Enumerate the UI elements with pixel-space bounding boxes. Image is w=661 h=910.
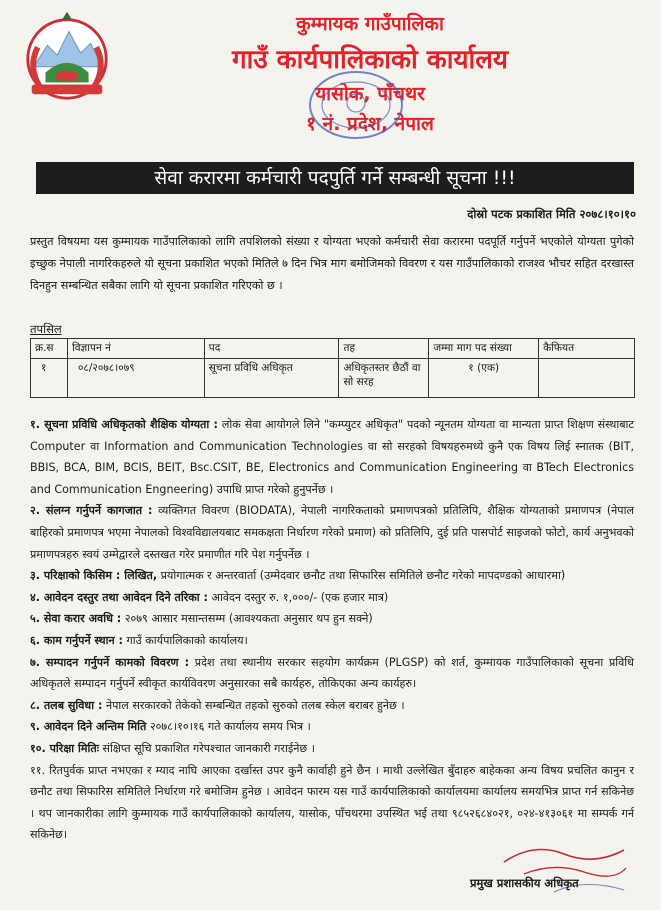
col-header-post: पद	[204, 339, 339, 359]
item-label: २. संलग्न गर्नुपर्ने कागजात :	[30, 504, 153, 518]
signature-scribble-icon	[494, 832, 634, 910]
list-item	[30, 695, 634, 717]
office-stamp-icon	[300, 66, 412, 144]
cell-level: अधिकृतस्तर छैठौं वा सो सरह	[339, 359, 429, 398]
item-label: ५. सेवा करार अवधि :	[30, 612, 122, 626]
intro-paragraph: प्रस्तुत विषयमा यस कुम्मायक गाउँपालिकाको लागि तपशिलको संख्या र योग्यता भएको कर्मचारी सेवा करारमा पदपूर्ति गर्नुपर्ने भएकोले योग्यता पुगेको इच्छुक नेपाली नागरिकहरुले यो सूचना प्रकाशित भएको मितिले ७ दिन भित्र माग बमोजिमको विवरण र यस गाउँपालिकाको राजश्व भौचर सहित दरखास्त दिनहुन सम्बन्धित सबैका लागि यो सूचना प्रकाशित गरिएको छ ।	[30, 235, 634, 292]
table-caption: तपसिल	[30, 322, 62, 336]
item-text: संक्षिप्त सूचि प्रकाशित गरेपश्चात जानकारी गराईनेछ ।	[98, 741, 315, 755]
list-item	[30, 652, 634, 695]
item-text: गाउँ कार्यपालिकाको कार्यालय।	[122, 633, 248, 647]
cell-adno: ०८/२०७८।०७९	[67, 359, 204, 398]
vacancy-table	[30, 338, 635, 398]
nepal-emblem-icon	[18, 8, 116, 106]
publication-date: दोस्रो पटक प्रकाशित मिति २०७८।१०।१०	[467, 207, 636, 221]
municipality-name: कुम्मायक गाउँपालिका	[296, 13, 444, 35]
item-text: लोक सेवा आयोगले लिने "कम्प्युटर अधिकृत" पदको न्यूनतम योग्यता वा मान्यता प्राप्त शिक्षण संस्थाबाट Computer वा Information and Communication Technologies वा सो सरहको विषयहरुमध्ये कुनै एक विषय लिई स्नातक (BIT, BBIS, BCA, BIM, BCIS, BEIT, Bsc.CSIT, BE, Electronics and Communication Engineering वा BTech Electronics and Communication Engneering) उपाधि प्राप्त गरेको हुनुपर्नेछ ।	[30, 418, 635, 496]
list-item	[30, 738, 634, 760]
item-text: प्रयोगात्मक र अन्तरवार्ता (उम्मेदवार छनौट तथा सिफारिस समितिले छनौट गरेको मापदण्डको आधारमा)	[157, 569, 566, 583]
item-label: ७. सम्पादन गर्नुपर्ने कामको विवरण :	[30, 655, 190, 669]
col-header-remark: कैफियत	[539, 339, 635, 359]
col-header-level: तह	[339, 339, 429, 359]
item-text: आवेदन दस्तुर रु. १,०००/- (एक हजार मात्र)	[207, 590, 389, 604]
cell-post: सूचना प्रविधि अधिकृत	[204, 359, 339, 398]
office-name: गाउँ कार्यपालिकाको कार्यालय	[232, 45, 508, 75]
item-label: १०. परिक्षा मितिः	[30, 741, 99, 755]
table-row	[31, 359, 635, 398]
notice-title-banner: सेवा करारमा कर्मचारी पदपुर्ति गर्ने सम्बन्धी सूचना !!!	[36, 162, 634, 194]
table-header-row	[31, 339, 635, 359]
list-item	[30, 716, 634, 738]
notice-body	[30, 414, 634, 846]
col-header-adno: विज्ञापन नं	[67, 339, 204, 359]
item-text: ११. रितपुर्वक प्राप्त नभएका र म्याद नाघि आएका दर्खास्त उपर कुनै कार्वाही हुने छैन । माथी उल्लेखित बुँदाहरु बाहेकका अन्य विषय प्रचलित कानुन र छनौट तथा सिफारिस समितिले निर्धारण गरे बमोजिम हुनेछ । आवेदन फारम यस गाउँ कार्यपालिकाको कार्यालयमा कार्यालय समयभित्र प्राप्त गर्न सकिनेछ । थप जानकारीका लागि कुम्मायक गाउँ कार्यपालिकाको कार्यालय, यासोक, पाँचथरमा उपस्थित भई तथा ९८५२६८४०२१, ०२४-४१३०६१ मा सम्पर्क गर्न सकिनेछ।	[30, 763, 634, 842]
item-text: नेपाल सरकारको तेकेको सम्बन्धित तहको सुरुको तलब स्केल बराबर हुनेछ ।	[102, 698, 405, 712]
list-item	[30, 630, 634, 652]
cell-remark	[539, 359, 635, 398]
item-label: ३. परिक्षाको किसिम : लिखित,	[30, 569, 158, 583]
list-item	[30, 587, 634, 609]
cell-count: १ (एक)	[429, 359, 539, 398]
col-header-count: जम्मा माग पद संख्या	[429, 339, 539, 359]
list-item	[30, 565, 634, 587]
item-text: २०७८।१०।१६ गते कार्यालय समय भित्र ।	[146, 720, 311, 734]
item-text: व्यक्तिगत विवरण (BIODATA), नेपाली नागरिकताको प्रमाणपत्रको प्रतिलिपि, शैक्षिक योग्यताको प्रमाणपत्र (नेपाल बाहिरको प्रमाणपत्र भएमा नेपालको विश्वविद्यालयबाट समकक्षता निर्धारण गरेको प्रमाण) को प्रतिलिपि, दुई प्रति पासपोर्ट साइजको फोटो, कार्य अनुभवको प्रमाणपत्रहरु स्वयं उम्मेद्वारले दस्तखत गरेर प्रमाणीत गरि पेश गर्नुपर्नेछ ।	[30, 504, 635, 561]
item-label: ४. आवेदन दस्तुर तथा आवेदन दिने तरिका :	[30, 590, 208, 604]
office-province: १ नं. प्रदेश, नेपाल	[306, 113, 434, 135]
item-text: प्रदेश तथा स्थानीय सरकार सहयोग कार्यक्रम (PLGSP) को शर्त, कुम्मायक गाउँपालिकाको सूचना प्रविधि अधिकृतले सम्पादन गर्नुपर्ने स्वीकृत कार्यविवरण अनुसारका सबै कार्यहरु, तोकिएका अन्य कार्यहरु।	[30, 655, 634, 691]
office-location: यासोक, पाँचथर	[315, 83, 425, 105]
col-header-sn: क्र.स	[31, 339, 68, 359]
signatory-title: प्रमुख प्रशासकीय अधिकृत	[470, 876, 579, 890]
item-label: ६. काम गर्नुपर्ने स्थान :	[30, 633, 123, 647]
cell-sn: १	[31, 359, 68, 398]
item-text: २०७९ आसार मसान्तसम्म (आवश्यकता अनुसार थप हुन सक्ने)	[121, 612, 373, 626]
list-item	[30, 500, 634, 565]
item-label: ९. आवेदन दिने अन्तिम मिति	[30, 720, 147, 734]
list-item	[30, 608, 634, 630]
list-item	[30, 414, 634, 500]
item-label: ८. तलब सुविधा :	[30, 698, 103, 712]
item-label: १. सूचना प्रविधि अधिकृतको शैक्षिक योग्यता :	[30, 418, 218, 431]
